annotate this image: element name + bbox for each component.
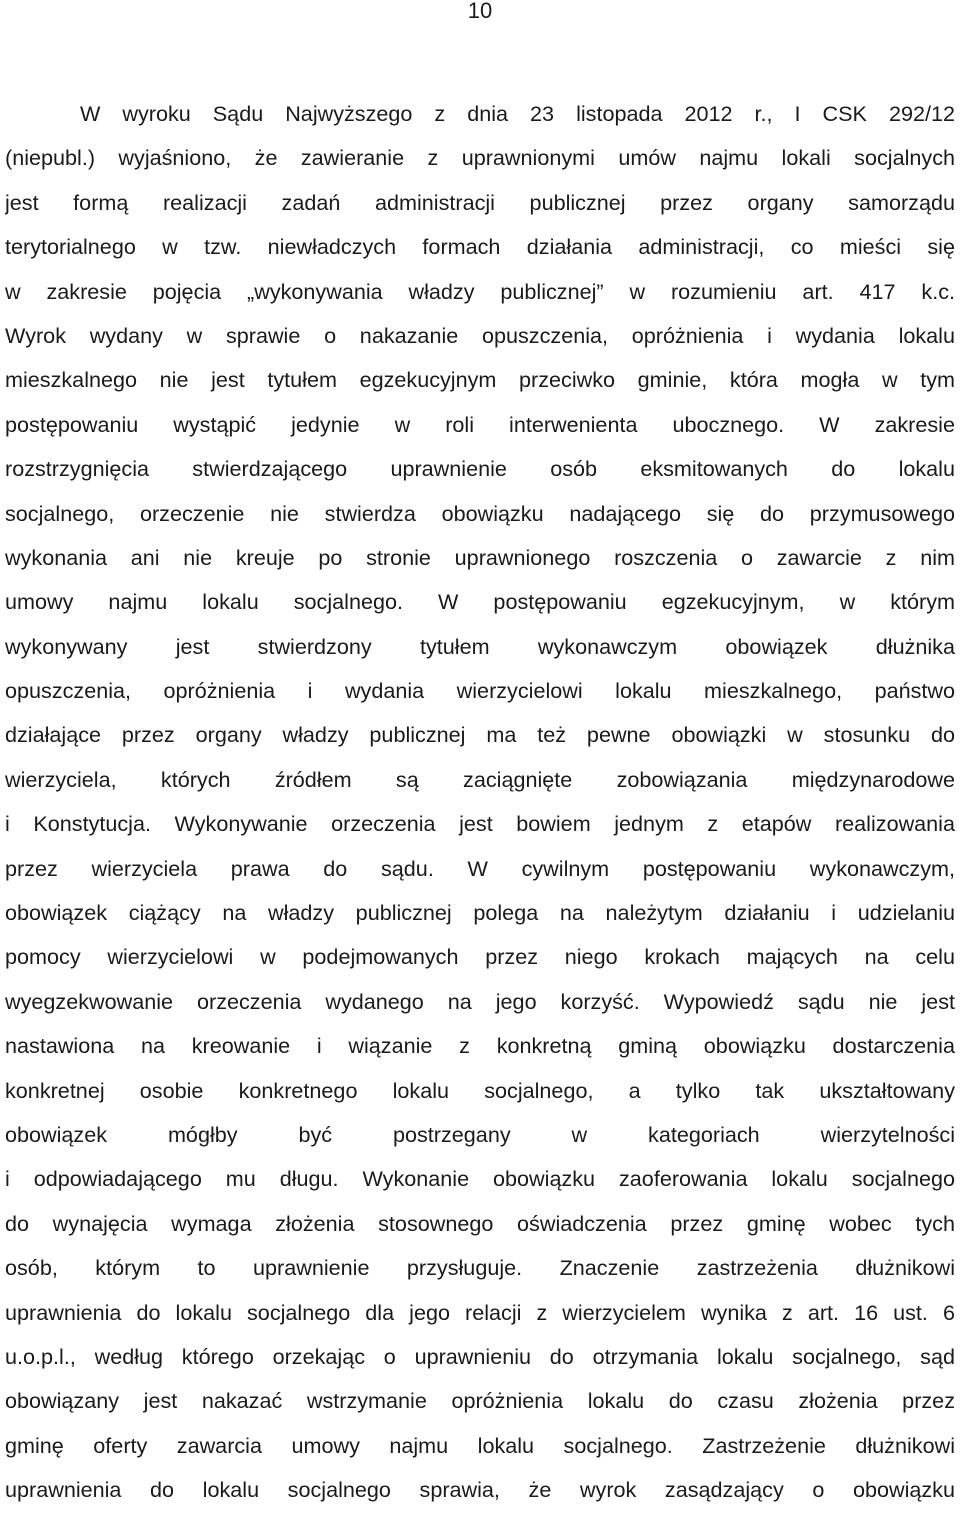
- text-line: wykonania ani nie kreuje po stronie uprawnionego roszczenia o zawarcie z nim: [5, 544, 955, 570]
- text-line: osób, którym to uprawnienie przysługuje. Znaczenie zastrzeżenia dłużnikowi: [5, 1255, 955, 1281]
- text-line: jest formą realizacji zadań administracji publicznej przez organy samorządu: [5, 189, 955, 215]
- text-line: postępowaniu wystąpić jedynie w roli interwenienta ubocznego. W zakresie: [5, 411, 955, 437]
- text-line: wyegzekwowanie orzeczenia wydanego na jego korzyść. Wypowiedź sądu nie jest: [5, 988, 955, 1014]
- text-line: terytorialnego w tzw. niewładczych formach działania administracji, co mieści się: [5, 234, 955, 260]
- text-line: socjalnego, orzeczenie nie stwierdza obowiązku nadającego się do przymusowego: [5, 500, 955, 526]
- text-line: pomocy wierzycielowi w podejmowanych przez niego krokach mających na celu: [5, 944, 955, 970]
- text-line: wykonywany jest stwierdzony tytułem wykonawczym obowiązek dłużnika: [5, 633, 955, 659]
- text-line: u.o.p.l., według którego orzekając o uprawnieniu do otrzymania lokalu socjalnego, sąd: [5, 1343, 955, 1369]
- text-line: W wyroku Sądu Najwyższego z dnia 23 listopada 2012 r., I CSK 292/12: [80, 101, 955, 126]
- text-line: i Konstytucja. Wykonywanie orzeczenia jest bowiem jednym z etapów realizowania: [5, 811, 955, 837]
- text-line: uprawnienia do lokalu socjalnego dla jego relacji z wierzycielem wynika z art. 16 ust. 6: [5, 1299, 955, 1325]
- text-line: umowy najmu lokalu socjalnego. W postępowaniu egzekucyjnym, w którym: [5, 589, 955, 615]
- text-line: rozstrzygnięcia stwierdzającego uprawnienie osób eksmitowanych do lokalu: [5, 456, 955, 482]
- body-paragraph: [5, 92, 955, 1513]
- text-line: i odpowiadającego mu długu. Wykonanie obowiązku zaoferowania lokalu socjalnego: [5, 1166, 955, 1192]
- text-line: mieszkalnego nie jest tytułem egzekucyjnym przeciwko gminie, która mogła w tym: [5, 367, 955, 393]
- text-line: gminę oferty zawarcia umowy najmu lokalu socjalnego. Zastrzeżenie dłużnikowi: [5, 1432, 955, 1458]
- text-line: w zakresie pojęcia „wykonywania władzy publicznej” w rozumieniu art. 417 k.c.: [5, 278, 955, 304]
- text-line: konkretnej osobie konkretnego lokalu socjalnego, a tylko tak ukształtowany: [5, 1077, 955, 1103]
- text-line: wierzyciela, których źródłem są zaciągnięte zobowiązania międzynarodowe: [5, 766, 955, 792]
- text-line: obowiązek ciążący na władzy publicznej polega na należytym działaniu i udzielaniu: [5, 900, 955, 926]
- text-line: uprawnienia do lokalu socjalnego sprawia, że wyrok zasądzający o obowiązku: [5, 1477, 955, 1503]
- text-line: nastawiona na kreowanie i wiązanie z konkretną gminą obowiązku dostarczenia: [5, 1033, 955, 1059]
- page-number: 10: [467, 0, 493, 23]
- text-line: opuszczenia, opróżnienia i wydania wierzycielowi lokalu mieszkalnego, państwo: [5, 678, 955, 704]
- text-line: przez wierzyciela prawa do sądu. W cywilnym postępowaniu wykonawczym,: [5, 855, 955, 881]
- text-line: obowiązany jest nakazać wstrzymanie opróżnienia lokalu do czasu złożenia przez: [5, 1388, 955, 1414]
- text-line: (niepubl.) wyjaśniono, że zawieranie z uprawnionymi umów najmu lokali socjalnych: [5, 145, 955, 171]
- text-line: obowiązek mógłby być postrzegany w kategoriach wierzytelności: [5, 1121, 955, 1147]
- text-line: działające przez organy władzy publicznej ma też pewne obowiązki w stosunku do: [5, 722, 955, 748]
- text-line: Wyrok wydany w sprawie o nakazanie opuszczenia, opróżnienia i wydania lokalu: [5, 322, 955, 348]
- text-line: do wynajęcia wymaga złożenia stosownego oświadczenia przez gminę wobec tych: [5, 1210, 955, 1236]
